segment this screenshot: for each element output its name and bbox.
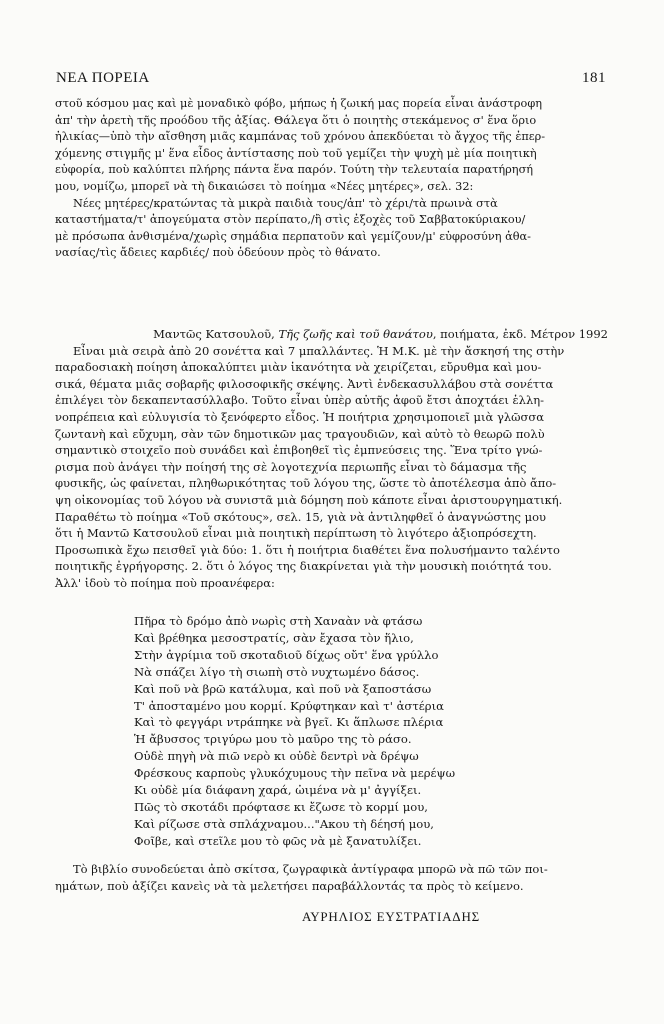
quoted-poem-line: Νέες μητέρες/κρατώντας τὰ μικρὰ παιδιὰ τους/ἀπ' τὸ χέρι/τὰ πρωινὰ στὰ — [73, 196, 498, 210]
poem-line: Ἡ ἄβυσσος τριγύρω μου τὸ μαῦρο της τὸ ράσο. — [134, 732, 412, 747]
poem-line: Οὐδὲ πηγὴ νὰ πιῶ νερὸ κι οὐδὲ δεντρὶ νὰ δρέψω — [134, 749, 419, 764]
poem-line: Νὰ σπάζει λίγο τὴ σιωπὴ στὸ νυχτωμένο δάσος. — [134, 664, 420, 679]
citation-title: Τῆς ζωῆς καὶ τοῦ θανάτου — [278, 327, 433, 341]
intro-line: ἀπ' τὴν ἀρετὴ τῆς προόδου τῆς ἀξίας. Θάλεγα ὅτι ὁ ποιητὴς στεκάμενος σ' ἕνα ὅριο — [55, 113, 537, 127]
intro-line: μου, νομίζω, μπορεῖ νὰ τὴ δικαιώσει τὸ ποίημα «Νέες μητέρες», σελ. 32: — [55, 179, 474, 193]
poem-line: Καὶ τὸ φεγγάρι ντράπηκε νὰ βγεῖ. Κι ἅπλωσε πλέρια — [134, 715, 444, 730]
poem-line: Καὶ ρίζωσε στὰ σπλάχναμου..."Ακου τὴ δέησή μου, — [134, 816, 434, 831]
closing-line: ημάτων, ποὺ ἀξίζει κανεὶς νὰ τὰ μελετήσει παραβάλλοντάς τα πρὸς τὸ κείμενο. — [55, 878, 524, 893]
review-line: σημαντικὸ στοιχεῖο ποὺ συνάδει καὶ ἐπιβοηθεῖ τὶς ἐμπνεύσεις της. Ἕνα τρίτο γνώ- — [55, 443, 543, 458]
review-line: Ἀλλ' ἰδοὺ τὸ ποίημα ποὺ προανέφερα: — [55, 575, 275, 590]
running-header — [56, 70, 606, 87]
poem-line: Καὶ βρέθηκα μεσοστρατίς, σὰν ἔχασα τὸν ἥλιο, — [134, 630, 414, 645]
intro-line: χόμενης στιγμῆς μ' ἕνα εἶδος ἀντίστασης ποὺ τοῦ γεμίζει τὴν ψυχὴ μὲ μία ποιητικὴ — [55, 146, 537, 160]
closing-line: Τὸ βιβλίο συνοδεύεται ἀπὸ σκίτσα, ζωγραφικὰ ἀντίγραφα μπορῶ νὰ πῶ τῶν ποι- — [73, 862, 548, 876]
poem-line: Πῆρα τὸ δρόμο ἀπὸ νωρὶς στὴ Χαναὰν νὰ φτάσω — [134, 614, 423, 628]
poem-line: Κι οὐδὲ μία διάφανη χαρά, ὠιμένα νὰ μ' ἀγγίξει. — [134, 783, 422, 798]
closing-paragraph — [55, 861, 610, 895]
poem-line: Στὴν ἀγρίμια τοῦ σκοταδιοῦ δίχως οὔτ' ἕνα γρύλλο — [134, 647, 439, 662]
review-line: ἐπιλέγει τὸν δεκαπεντασύλλαβο. Τοῦτο εἶναι ὑπὲρ αὐτῆς ἀφοῦ ἔτσι ἀποχτάει ἑλλη- — [55, 393, 545, 408]
poem-line: Τ' ἀποσταμένο μου κορμί. Κρύφτηκαν καὶ τ' ἀστέρια — [134, 698, 444, 713]
review-line: νοπρέπεια καὶ εὐλυγισία τὸ ξενόφερτο εἶδος. Ἡ ποιήτρια χρησιμοποιεῖ μιὰ γλῶσσα — [55, 409, 544, 424]
book-citation — [55, 326, 610, 343]
review-line: Προσωπικὰ ἔχω πεισθεῖ γιὰ δύο: 1. ὅτι ἡ ποιήτρια διαθέτει ἕνα πολυσήμαντο ταλέντο — [55, 542, 560, 557]
review-line: ὅτι ἡ Μαντῶ Κατσουλοῦ εἶναι μιὰ ποιητικὴ περίπτωση τὸ λιγότερο ἀξιοπρόσεχτη. — [55, 526, 537, 541]
poem-line: Καὶ ποῦ νὰ βρῶ κατάλυμα, καὶ ποῦ νὰ ξαποστάσω — [134, 681, 432, 696]
review-line: ψη οἰκονομίας τοῦ λόγου νὰ συνιστᾶ μιὰ δόμηση ποὺ κάποτε εἶναι ἀριστουργηματική. — [55, 492, 563, 507]
review-line: ποιητικῆς ἐγρήγορσης. 2. ὅτι ὁ λόγος της διακρίνεται γιὰ τὴν μουσικὴ ποιότητά του. — [55, 559, 552, 574]
review-line: παραδοσιακὴ ποίηση ἀποκαλύπτει μιὰν ἱκανότητα νὰ χειρίζεται, εὔρυθμα καὶ μου- — [55, 360, 542, 375]
poem-line: Πῶς τὸ σκοτάδι πρόφτασε κι ἔζωσε τὸ κορμί μου, — [134, 799, 428, 814]
sonnet — [134, 613, 455, 850]
quoted-poem-line: καταστήματα/τ' ἀπογεύματα στὸν περίπατο,/ἢ στὶς ἐξοχὲς τοῦ Σαββατοκύριακου/ — [55, 213, 526, 227]
page-number: 181 — [582, 70, 606, 86]
poem-line: Φρέσκους καρποὺς γλυκόχυμους τὴν πεῖνα νὰ μερέψω — [134, 766, 456, 781]
intro-line: εὐφορία, ποὺ καλύπτει πλήρης πάντα ἕνα παρόν. Τούτη τὴν τελευταία παρατήρησή — [55, 163, 534, 177]
book-review — [55, 326, 610, 592]
review-line: ζωντανὴ καὶ εὔχυμη, σὰν τῶν δημοτικῶν μας τραγουδιῶν, καὶ αὐτὸ τὸ θεωρῶ πολὺ — [55, 426, 545, 441]
intro-paragraph — [55, 96, 607, 262]
intro-line: στοῦ κόσμου μας καὶ μὲ μοναδικὸ φόβο, μήπως ἡ ζωική μας πορεία εἶναι ἀνάστροφη — [55, 97, 543, 110]
review-line: Εἶναι μιὰ σειρὰ ἀπὸ 20 σονέττα καὶ 7 μπαλλάντες. Ἡ Μ.Κ. μὲ τὴν ἄσκησή της στὴν — [73, 343, 565, 358]
citation-details: , ποιήματα, ἐκδ. Μέτρον 1992 — [432, 327, 608, 341]
poem-line: Φοῖβε, καὶ στεῖλε μου τὸ φῶς νὰ μὲ ξανατυλίξει. — [134, 833, 422, 848]
quoted-poem-line: μὲ πρόσωπα ἀνθισμένα/χωρὶς σημάδια περπατοῦν καὶ γεμίζουν/μ' εὐφροσύνη ἀθα- — [55, 229, 532, 243]
review-line: φυσικῆς, ὡς φαίνεται, πληθωρικότητας τοῦ λόγου της, ὥστε τὸ ἀποτέλεσμα ἀπὸ ἄπο- — [55, 476, 557, 491]
intro-line: ἡλικίας—ὑπὸ τὴν αἴσθηση μιᾶς καμπάνας τοῦ χρόνου ἀπεκδύεται τὸ ἄγχος τῆς ἐπερ- — [55, 130, 546, 144]
review-line: ρισμα ποὺ ἀνάγει τὴν ποίησή της σὲ λογοτεχνία περιωπῆς εἶναι τὸ δάμασμα τῆς — [55, 459, 527, 474]
review-line: Παραθέτω τὸ ποίημα «Τοῦ σκότους», σελ. 15, γιὰ νὰ ἀντιληφθεῖ ὁ ἀναγνώστης μου — [55, 509, 547, 524]
citation-author: Μαντῶς Κατσουλοῦ, — [153, 327, 279, 341]
review-line: σικά, θέματα μιᾶς σοβαρῆς φιλοσοφικῆς σκέψης. Ἀντὶ ἑνδεκασυλλάβου στὰ σονέττα — [55, 376, 554, 391]
author-signature: ΑΥΡΗΛΙΟΣ ΕΥΣΤΡΑΤΙΑΔΗΣ — [302, 909, 480, 924]
quoted-poem-line: νασίας/τὶς ἄδειες καρδιές/ ποὺ ὁδεύουν πρὸς τὸ θάνατο. — [55, 246, 381, 260]
journal-title: ΝΕΑ ΠΟΡΕΙΑ — [56, 70, 150, 86]
